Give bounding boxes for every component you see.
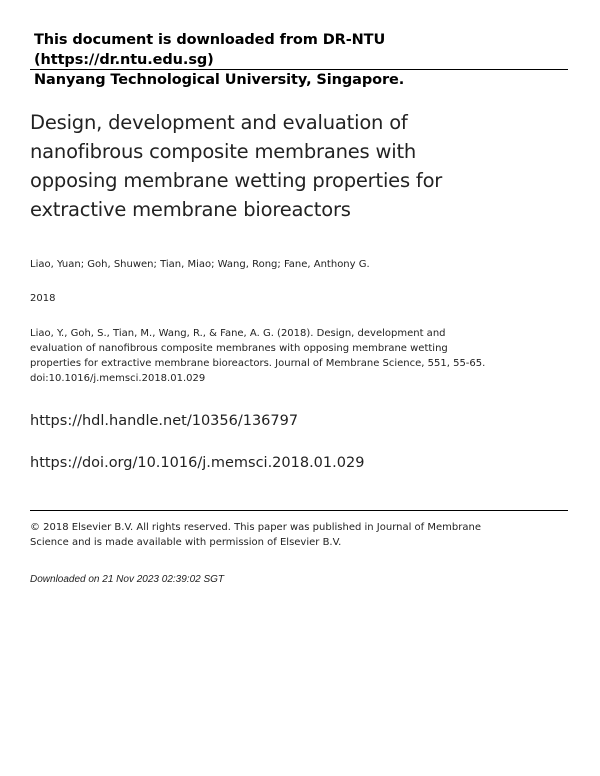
header-divider: [30, 69, 568, 70]
title-line: extractive membrane bioreactors: [30, 198, 351, 221]
citation-line: properties for extractive membrane bioreactors. Journal of Membrane Science, 551, 55-65.: [30, 358, 486, 369]
section-divider: [30, 510, 568, 511]
doi-link[interactable]: https://doi.org/10.1016/j.memsci.2018.01.029: [30, 455, 365, 471]
citation-line: Liao, Y., Goh, S., Tian, M., Wang, R., & Fane, A. G. (2018). Design, development and: [30, 328, 446, 339]
title-line: nanofibrous composite membranes with: [30, 140, 417, 163]
university-line: Nanyang Technological University, Singapore.: [34, 72, 405, 88]
title-line: opposing membrane wetting properties for: [30, 169, 443, 192]
publication-year: 2018: [30, 293, 56, 304]
rights-line: Science and is made available with permission of Elsevier B.V.: [30, 537, 342, 548]
rights-statement: [30, 520, 481, 550]
handle-link[interactable]: https://hdl.handle.net/10356/136797: [30, 413, 299, 429]
repository-header: [34, 30, 568, 90]
citation-line: evaluation of nanofibrous composite membranes with opposing membrane wetting: [30, 343, 448, 354]
rights-line: © 2018 Elsevier B.V. All rights reserved. This paper was published in Journal of Membrane: [30, 522, 481, 533]
paper-title: [30, 108, 500, 224]
repository-source-line: This document is downloaded from DR-NTU (https://dr.ntu.edu.sg): [34, 32, 386, 68]
download-timestamp: Downloaded on 21 Nov 2023 02:39:02 SGT: [30, 574, 225, 585]
citation: [30, 326, 485, 386]
title-line: Design, development and evaluation of: [30, 111, 408, 134]
citation-line: doi:10.1016/j.memsci.2018.01.029: [30, 373, 206, 384]
authors: Liao, Yuan; Goh, Shuwen; Tian, Miao; Wang, Rong; Fane, Anthony G.: [30, 259, 370, 270]
